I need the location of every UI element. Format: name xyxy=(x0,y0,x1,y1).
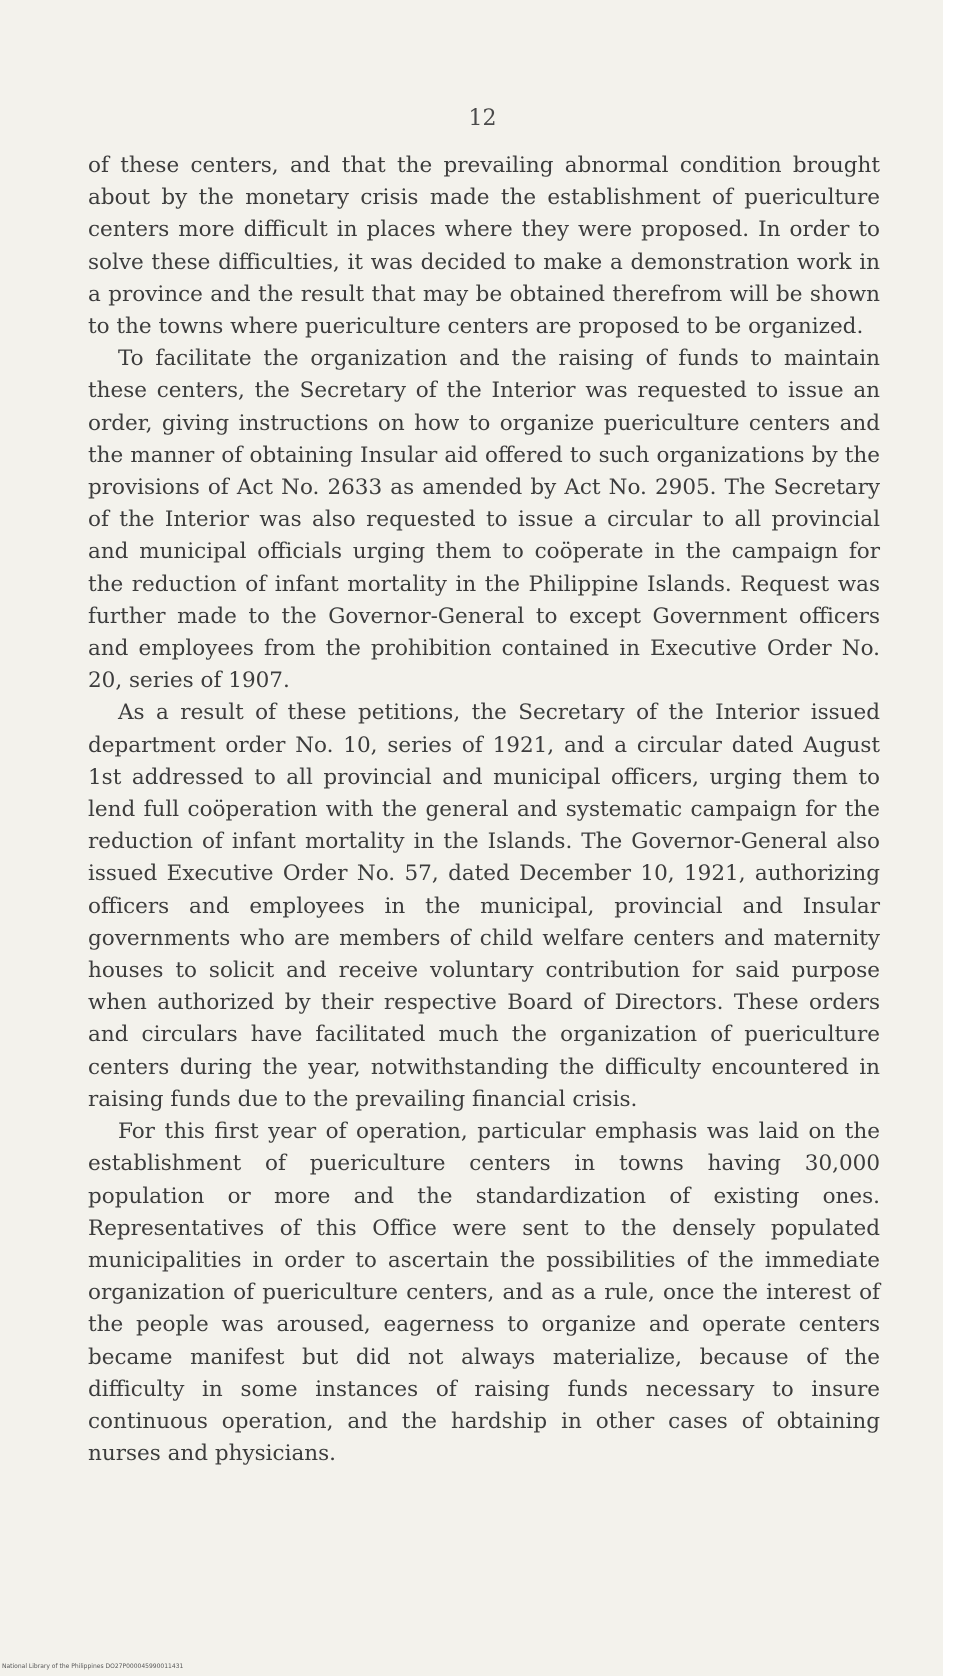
body-text xyxy=(88,150,880,1470)
paragraph-4: For this first year of operation, particular emphasis was laid on the establishment of puericulture centers in towns having 30,000 population or more and the standardization of existing ones. Representatives of this Office were sent to the densely populated municipalities in order to ascertain the possibilities of the immediate organization of puericulture centers, and as a rule, once the interest of the people was aroused, eagerness to organize and operate centers became manifest but did not always materialize, because of the difficulty in some instances of raising funds necessary to insure continuous operation, and the hardship in other cases of obtaining nurses and physicians. xyxy=(88,1119,880,1467)
scan-footer: National Library of the Philippines DO27P000045990011431 xyxy=(2,1663,184,1670)
paragraph-3: As a result of these petitions, the Secretary of the Interior issued department order No. 10, series of 1921, and a circular dated August 1st addressed to all provincial and municipal officers, urging them to lend full coöperation with the general and systematic campaign for the reduction of infant mortality in the Islands. The Governor-General also issued Executive Order No. 57, dated December 10, 1921, authorizing officers and employees in the municipal, provincial and Insular governments who are members of child welfare centers and maternity houses to solicit and receive voluntary contribution for said purpose when authorized by their respective Board of Directors. These orders and circulars have facilitated much the organization of puericulture centers during the year, notwithstanding the difficulty encountered in raising funds due to the prevailing financial crisis. xyxy=(88,700,880,1112)
page-number: 12 xyxy=(468,106,497,131)
paragraph-2: To facilitate the organization and the raising of funds to maintain these centers, the Secretary of the Interior was requested to issue an order, giving instructions on how to organize puericulture centers and the manner of obtaining Insular aid offered to such organizations by the provisions of Act No. 2633 as amended by Act No. 2905. The Secretary of the Interior was also requested to issue a circular to all provincial and municipal officials urging them to coöperate in the campaign for the reduction of infant mortality in the Philippine Islands. Request was further made to the Governor-General to except Government officers and employees from the prohibition contained in Executive Order No. 20, series of 1907. xyxy=(88,346,880,694)
scan-margin xyxy=(943,0,965,1676)
paragraph-1: of these centers, and that the prevailing abnormal condition brought about by the monetary crisis made the establishment of puericulture centers more difficult in places where they were proposed. In order to solve these difficulties, it was decided to make a demonstration work in a province and the result that may be obtained therefrom will be shown to the towns where puericulture centers are proposed to be organized. xyxy=(88,153,880,340)
